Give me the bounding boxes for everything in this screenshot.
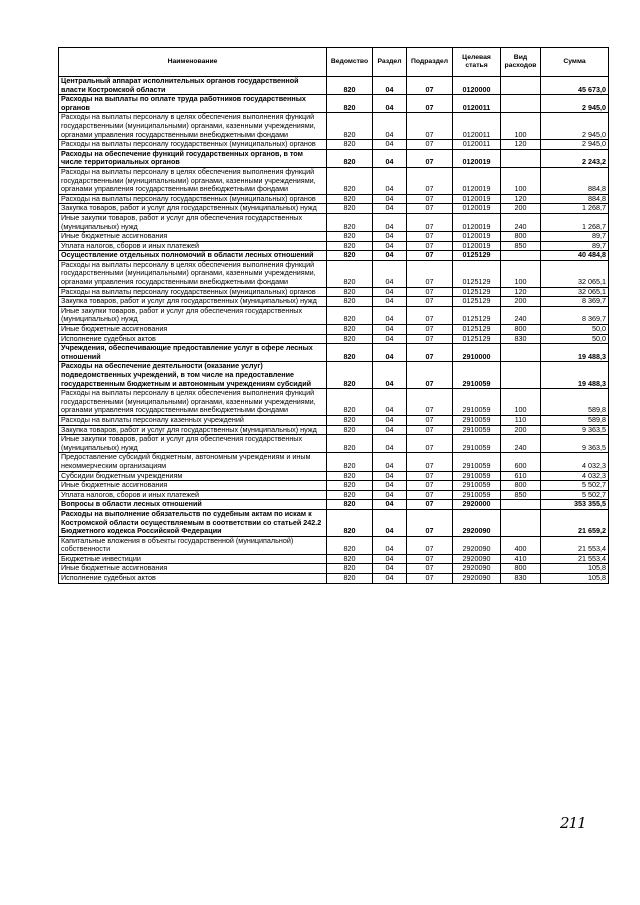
cell-razdel: 04 bbox=[373, 389, 407, 416]
cell-podrazdel: 07 bbox=[407, 149, 453, 167]
cell-tselevaya: 2910059 bbox=[453, 362, 501, 389]
cell-podrazdel: 07 bbox=[407, 490, 453, 500]
cell-vid bbox=[501, 251, 541, 261]
cell-name: Расходы на выплаты по оплате труда работников государственных органов bbox=[59, 95, 327, 113]
table-row bbox=[59, 344, 609, 362]
cell-podrazdel: 07 bbox=[407, 204, 453, 214]
cell-razdel: 04 bbox=[373, 287, 407, 297]
cell-podrazdel: 07 bbox=[407, 113, 453, 140]
cell-vid: 850 bbox=[501, 490, 541, 500]
cell-name: Расходы на выплаты персоналу государственных (муниципальных) органов bbox=[59, 194, 327, 204]
cell-summa: 21 553,4 bbox=[541, 536, 609, 554]
table-row bbox=[59, 251, 609, 261]
cell-razdel: 04 bbox=[373, 536, 407, 554]
cell-summa: 89,7 bbox=[541, 232, 609, 242]
cell-summa: 50,0 bbox=[541, 334, 609, 344]
cell-summa: 32 065,1 bbox=[541, 287, 609, 297]
cell-name: Закупка товаров, работ и услуг для государственных (муниципальных) нужд bbox=[59, 297, 327, 307]
header-tselevaya: Целевая статья bbox=[453, 48, 501, 77]
cell-name: Учреждения, обеспечивающие предоставление услуг в сфере лесных отношений bbox=[59, 344, 327, 362]
cell-podrazdel: 07 bbox=[407, 140, 453, 150]
cell-summa: 8 369,7 bbox=[541, 306, 609, 324]
cell-razdel: 04 bbox=[373, 453, 407, 471]
cell-vid: 100 bbox=[501, 167, 541, 194]
cell-name: Бюджетные инвестиции bbox=[59, 554, 327, 564]
cell-name: Иные бюджетные ассигнования bbox=[59, 232, 327, 242]
header-summa: Сумма bbox=[541, 48, 609, 77]
cell-razdel: 04 bbox=[373, 140, 407, 150]
cell-name: Иные закупки товаров, работ и услуг для обеспечения государственных (муниципальных) нужд bbox=[59, 306, 327, 324]
cell-name: Капитальные вложения в объекты государственной (муниципальной) собственности bbox=[59, 536, 327, 554]
cell-tselevaya: 0125129 bbox=[453, 297, 501, 307]
cell-summa: 8 369,7 bbox=[541, 297, 609, 307]
cell-summa: 589,8 bbox=[541, 389, 609, 416]
cell-summa: 105,8 bbox=[541, 564, 609, 574]
cell-vid: 400 bbox=[501, 536, 541, 554]
cell-name: Закупка товаров, работ и услуг для государственных (муниципальных) нужд bbox=[59, 425, 327, 435]
cell-name: Предоставление субсидий бюджетным, автономным учреждениям и иным некоммерческим организациям bbox=[59, 453, 327, 471]
cell-vid: 200 bbox=[501, 204, 541, 214]
table-header-row bbox=[59, 48, 609, 77]
cell-podrazdel: 07 bbox=[407, 344, 453, 362]
cell-summa: 50,0 bbox=[541, 325, 609, 335]
cell-razdel: 04 bbox=[373, 306, 407, 324]
cell-summa: 2 945,0 bbox=[541, 140, 609, 150]
cell-summa: 1 268,7 bbox=[541, 213, 609, 231]
cell-summa: 2 243,2 bbox=[541, 149, 609, 167]
cell-vedomstvo: 820 bbox=[327, 334, 373, 344]
table-row bbox=[59, 415, 609, 425]
cell-vedomstvo: 820 bbox=[327, 213, 373, 231]
header-podrazdel: Подраздел bbox=[407, 48, 453, 77]
cell-razdel: 04 bbox=[373, 297, 407, 307]
cell-tselevaya: 2910000 bbox=[453, 344, 501, 362]
cell-vid bbox=[501, 500, 541, 510]
cell-razdel: 04 bbox=[373, 435, 407, 453]
cell-tselevaya: 2920090 bbox=[453, 509, 501, 536]
header-name: Наименование bbox=[59, 48, 327, 77]
cell-tselevaya: 0125129 bbox=[453, 287, 501, 297]
cell-tselevaya: 0125129 bbox=[453, 251, 501, 261]
cell-razdel: 04 bbox=[373, 194, 407, 204]
cell-vedomstvo: 820 bbox=[327, 362, 373, 389]
cell-tselevaya: 0120011 bbox=[453, 140, 501, 150]
cell-tselevaya: 0120019 bbox=[453, 167, 501, 194]
cell-vid: 600 bbox=[501, 453, 541, 471]
cell-name: Иные бюджетные ассигнования bbox=[59, 325, 327, 335]
header-vedomstvo: Ведомство bbox=[327, 48, 373, 77]
table-row bbox=[59, 453, 609, 471]
cell-podrazdel: 07 bbox=[407, 536, 453, 554]
cell-razdel: 04 bbox=[373, 564, 407, 574]
cell-tselevaya: 0120019 bbox=[453, 241, 501, 251]
cell-vid: 240 bbox=[501, 306, 541, 324]
cell-vedomstvo: 820 bbox=[327, 453, 373, 471]
table-row bbox=[59, 297, 609, 307]
table-body bbox=[59, 77, 609, 584]
cell-vedomstvo: 820 bbox=[327, 232, 373, 242]
table-row bbox=[59, 194, 609, 204]
cell-razdel: 04 bbox=[373, 554, 407, 564]
cell-razdel: 04 bbox=[373, 77, 407, 95]
cell-razdel: 04 bbox=[373, 232, 407, 242]
cell-vid: 830 bbox=[501, 334, 541, 344]
cell-vedomstvo: 820 bbox=[327, 149, 373, 167]
cell-podrazdel: 07 bbox=[407, 334, 453, 344]
cell-vedomstvo: 820 bbox=[327, 481, 373, 491]
cell-podrazdel: 07 bbox=[407, 213, 453, 231]
table-row bbox=[59, 149, 609, 167]
cell-vedomstvo: 820 bbox=[327, 241, 373, 251]
cell-vid bbox=[501, 362, 541, 389]
cell-summa: 353 355,5 bbox=[541, 500, 609, 510]
table-row bbox=[59, 232, 609, 242]
table-row bbox=[59, 554, 609, 564]
cell-tselevaya: 2920090 bbox=[453, 574, 501, 584]
cell-summa: 21 553,4 bbox=[541, 554, 609, 564]
cell-summa: 4 032,3 bbox=[541, 471, 609, 481]
cell-vid: 610 bbox=[501, 471, 541, 481]
cell-podrazdel: 07 bbox=[407, 425, 453, 435]
cell-summa: 884,8 bbox=[541, 167, 609, 194]
table-row bbox=[59, 306, 609, 324]
cell-name: Иные бюджетные ассигнования bbox=[59, 481, 327, 491]
cell-podrazdel: 07 bbox=[407, 564, 453, 574]
cell-name: Иные закупки товаров, работ и услуг для обеспечения государственных (муниципальных) нужд bbox=[59, 213, 327, 231]
cell-name: Осуществление отдельных полномочий в области лесных отношений bbox=[59, 251, 327, 261]
table-row bbox=[59, 287, 609, 297]
cell-razdel: 04 bbox=[373, 471, 407, 481]
cell-vedomstvo: 820 bbox=[327, 325, 373, 335]
cell-podrazdel: 07 bbox=[407, 306, 453, 324]
cell-razdel: 04 bbox=[373, 362, 407, 389]
cell-podrazdel: 07 bbox=[407, 95, 453, 113]
cell-summa: 4 032,3 bbox=[541, 453, 609, 471]
cell-vid: 100 bbox=[501, 113, 541, 140]
cell-podrazdel: 07 bbox=[407, 194, 453, 204]
cell-vedomstvo: 820 bbox=[327, 490, 373, 500]
cell-razdel: 04 bbox=[373, 113, 407, 140]
cell-vid: 800 bbox=[501, 232, 541, 242]
cell-vedomstvo: 820 bbox=[327, 389, 373, 416]
table-row bbox=[59, 260, 609, 287]
table-row bbox=[59, 167, 609, 194]
cell-summa: 9 363,5 bbox=[541, 425, 609, 435]
budget-table-page bbox=[58, 47, 608, 584]
header-razdel: Раздел bbox=[373, 48, 407, 77]
table-row bbox=[59, 471, 609, 481]
cell-vedomstvo: 820 bbox=[327, 77, 373, 95]
cell-razdel: 04 bbox=[373, 490, 407, 500]
cell-podrazdel: 07 bbox=[407, 287, 453, 297]
cell-name: Расходы на выплаты персоналу государственных (муниципальных) органов bbox=[59, 140, 327, 150]
cell-name: Иные закупки товаров, работ и услуг для обеспечения государственных (муниципальных) нужд bbox=[59, 435, 327, 453]
cell-podrazdel: 07 bbox=[407, 260, 453, 287]
cell-vedomstvo: 820 bbox=[327, 564, 373, 574]
cell-podrazdel: 07 bbox=[407, 297, 453, 307]
cell-vedomstvo: 820 bbox=[327, 415, 373, 425]
cell-podrazdel: 07 bbox=[407, 574, 453, 584]
cell-summa: 40 484,8 bbox=[541, 251, 609, 261]
cell-podrazdel: 07 bbox=[407, 325, 453, 335]
cell-summa: 32 065,1 bbox=[541, 260, 609, 287]
cell-tselevaya: 2910059 bbox=[453, 415, 501, 425]
cell-vedomstvo: 820 bbox=[327, 344, 373, 362]
cell-razdel: 04 bbox=[373, 251, 407, 261]
cell-vedomstvo: 820 bbox=[327, 260, 373, 287]
cell-podrazdel: 07 bbox=[407, 232, 453, 242]
cell-vedomstvo: 820 bbox=[327, 425, 373, 435]
cell-vid bbox=[501, 77, 541, 95]
cell-podrazdel: 07 bbox=[407, 77, 453, 95]
cell-name: Вопросы в области лесных отношений bbox=[59, 500, 327, 510]
cell-vedomstvo: 820 bbox=[327, 167, 373, 194]
cell-podrazdel: 07 bbox=[407, 500, 453, 510]
cell-razdel: 04 bbox=[373, 481, 407, 491]
cell-summa: 21 659,2 bbox=[541, 509, 609, 536]
table-row bbox=[59, 509, 609, 536]
cell-vid bbox=[501, 509, 541, 536]
cell-vedomstvo: 820 bbox=[327, 251, 373, 261]
cell-tselevaya: 0120019 bbox=[453, 149, 501, 167]
cell-vedomstvo: 820 bbox=[327, 574, 373, 584]
cell-summa: 9 363,5 bbox=[541, 435, 609, 453]
table-row bbox=[59, 140, 609, 150]
cell-razdel: 04 bbox=[373, 334, 407, 344]
cell-tselevaya: 0125129 bbox=[453, 334, 501, 344]
cell-razdel: 04 bbox=[373, 500, 407, 510]
cell-vid: 240 bbox=[501, 213, 541, 231]
page-number: 211 bbox=[560, 814, 586, 832]
table-row bbox=[59, 435, 609, 453]
cell-razdel: 04 bbox=[373, 213, 407, 231]
cell-tselevaya: 2910059 bbox=[453, 389, 501, 416]
cell-summa: 89,7 bbox=[541, 241, 609, 251]
cell-podrazdel: 07 bbox=[407, 453, 453, 471]
cell-vedomstvo: 820 bbox=[327, 500, 373, 510]
cell-tselevaya: 2920000 bbox=[453, 500, 501, 510]
cell-vid: 410 bbox=[501, 554, 541, 564]
cell-vedomstvo: 820 bbox=[327, 113, 373, 140]
cell-tselevaya: 0125129 bbox=[453, 325, 501, 335]
cell-name: Исполнение судебных актов bbox=[59, 574, 327, 584]
cell-razdel: 04 bbox=[373, 149, 407, 167]
cell-razdel: 04 bbox=[373, 344, 407, 362]
cell-razdel: 04 bbox=[373, 95, 407, 113]
cell-name: Уплата налогов, сборов и иных платежей bbox=[59, 241, 327, 251]
table-row bbox=[59, 536, 609, 554]
cell-summa: 5 502,7 bbox=[541, 481, 609, 491]
cell-vid: 830 bbox=[501, 574, 541, 584]
cell-vid: 120 bbox=[501, 140, 541, 150]
cell-name: Исполнение судебных актов bbox=[59, 334, 327, 344]
cell-vid: 100 bbox=[501, 260, 541, 287]
cell-tselevaya: 2910059 bbox=[453, 490, 501, 500]
cell-vid: 800 bbox=[501, 564, 541, 574]
cell-tselevaya: 2910059 bbox=[453, 471, 501, 481]
cell-name: Уплата налогов, сборов и иных платежей bbox=[59, 490, 327, 500]
cell-tselevaya: 2920090 bbox=[453, 554, 501, 564]
cell-tselevaya: 0125129 bbox=[453, 260, 501, 287]
cell-vedomstvo: 820 bbox=[327, 194, 373, 204]
cell-name: Расходы на выплаты персоналу в целях обеспечения выполнения функций государственными (муниципальными) органами, казенными учреждениями, органами управления государственными внебюджетными фондами bbox=[59, 167, 327, 194]
cell-vedomstvo: 820 bbox=[327, 287, 373, 297]
cell-vedomstvo: 820 bbox=[327, 536, 373, 554]
cell-name: Закупка товаров, работ и услуг для государственных (муниципальных) нужд bbox=[59, 204, 327, 214]
cell-name: Субсидии бюджетным учреждениям bbox=[59, 471, 327, 481]
cell-razdel: 04 bbox=[373, 260, 407, 287]
cell-vid: 120 bbox=[501, 287, 541, 297]
cell-summa: 19 488,3 bbox=[541, 362, 609, 389]
cell-vid: 800 bbox=[501, 325, 541, 335]
cell-podrazdel: 07 bbox=[407, 471, 453, 481]
cell-podrazdel: 07 bbox=[407, 167, 453, 194]
cell-name: Расходы на выплаты персоналу в целях обеспечения выполнения функций государственными (муниципальными) органами, казенными учреждениями, органами управления государственными внебюджетными фондами bbox=[59, 389, 327, 416]
cell-vid bbox=[501, 95, 541, 113]
cell-tselevaya: 0120019 bbox=[453, 232, 501, 242]
cell-name: Центральный аппарат исполнительных органов государственной власти Костромской области bbox=[59, 77, 327, 95]
cell-razdel: 04 bbox=[373, 325, 407, 335]
cell-podrazdel: 07 bbox=[407, 415, 453, 425]
cell-name: Расходы на выполнение обязательств по судебным актам по искам к Костромской области осуществляемым в соответствии со статьей 242.2 Бюджетного кодекса Российской Федерации bbox=[59, 509, 327, 536]
cell-podrazdel: 07 bbox=[407, 509, 453, 536]
cell-podrazdel: 07 bbox=[407, 362, 453, 389]
cell-summa: 105,8 bbox=[541, 574, 609, 584]
cell-tselevaya: 0120019 bbox=[453, 213, 501, 231]
table-row bbox=[59, 204, 609, 214]
cell-vedomstvo: 820 bbox=[327, 554, 373, 564]
cell-podrazdel: 07 bbox=[407, 554, 453, 564]
cell-tselevaya: 2920090 bbox=[453, 564, 501, 574]
cell-podrazdel: 07 bbox=[407, 389, 453, 416]
cell-vid: 120 bbox=[501, 194, 541, 204]
cell-razdel: 04 bbox=[373, 509, 407, 536]
cell-razdel: 04 bbox=[373, 425, 407, 435]
cell-summa: 45 673,0 bbox=[541, 77, 609, 95]
table-row bbox=[59, 481, 609, 491]
cell-vid: 800 bbox=[501, 481, 541, 491]
cell-razdel: 04 bbox=[373, 241, 407, 251]
cell-podrazdel: 07 bbox=[407, 251, 453, 261]
cell-tselevaya: 0120011 bbox=[453, 95, 501, 113]
table-row bbox=[59, 574, 609, 584]
table-row bbox=[59, 325, 609, 335]
table-row bbox=[59, 362, 609, 389]
cell-name: Расходы на обеспечение функций государственных органов, в том числе территориальных органов bbox=[59, 149, 327, 167]
table-row bbox=[59, 95, 609, 113]
cell-vid: 240 bbox=[501, 435, 541, 453]
cell-vid: 100 bbox=[501, 389, 541, 416]
cell-podrazdel: 07 bbox=[407, 481, 453, 491]
cell-tselevaya: 0120019 bbox=[453, 204, 501, 214]
table-row bbox=[59, 389, 609, 416]
table-row bbox=[59, 241, 609, 251]
cell-razdel: 04 bbox=[373, 415, 407, 425]
cell-summa: 884,8 bbox=[541, 194, 609, 204]
table-row bbox=[59, 490, 609, 500]
cell-vid: 850 bbox=[501, 241, 541, 251]
cell-summa: 19 488,3 bbox=[541, 344, 609, 362]
cell-vedomstvo: 820 bbox=[327, 471, 373, 481]
cell-vid: 110 bbox=[501, 415, 541, 425]
table-row bbox=[59, 213, 609, 231]
cell-vid bbox=[501, 149, 541, 167]
cell-podrazdel: 07 bbox=[407, 435, 453, 453]
cell-tselevaya: 2910059 bbox=[453, 425, 501, 435]
table-row bbox=[59, 113, 609, 140]
cell-razdel: 04 bbox=[373, 167, 407, 194]
cell-vedomstvo: 820 bbox=[327, 509, 373, 536]
cell-summa: 5 502,7 bbox=[541, 490, 609, 500]
cell-name: Расходы на выплаты персоналу в целях обеспечения выполнения функций государственными (муниципальными) органами, казенными учреждениями, органами управления государственными внебюджетными фондами bbox=[59, 260, 327, 287]
cell-tselevaya: 2920090 bbox=[453, 536, 501, 554]
table-row bbox=[59, 77, 609, 95]
cell-summa: 1 268,7 bbox=[541, 204, 609, 214]
cell-tselevaya: 2910059 bbox=[453, 481, 501, 491]
cell-razdel: 04 bbox=[373, 204, 407, 214]
cell-vid: 200 bbox=[501, 425, 541, 435]
cell-vedomstvo: 820 bbox=[327, 95, 373, 113]
cell-vid: 200 bbox=[501, 297, 541, 307]
cell-name: Расходы на выплаты персоналу в целях обеспечения выполнения функций государственными (муниципальными) органами, казенными учреждениями, органами управления государственными внебюджетными фондами bbox=[59, 113, 327, 140]
cell-vedomstvo: 820 bbox=[327, 140, 373, 150]
cell-tselevaya: 0125129 bbox=[453, 306, 501, 324]
cell-summa: 589,8 bbox=[541, 415, 609, 425]
cell-name: Расходы на выплаты персоналу казенных учреждений bbox=[59, 415, 327, 425]
cell-vid bbox=[501, 344, 541, 362]
table-row bbox=[59, 425, 609, 435]
cell-podrazdel: 07 bbox=[407, 241, 453, 251]
cell-name: Иные бюджетные ассигнования bbox=[59, 564, 327, 574]
cell-vedomstvo: 820 bbox=[327, 204, 373, 214]
cell-tselevaya: 0120019 bbox=[453, 194, 501, 204]
cell-tselevaya: 0120011 bbox=[453, 113, 501, 140]
cell-name: Расходы на выплаты персоналу государственных (муниципальных) органов bbox=[59, 287, 327, 297]
cell-vedomstvo: 820 bbox=[327, 306, 373, 324]
table-row bbox=[59, 500, 609, 510]
cell-tselevaya: 0120000 bbox=[453, 77, 501, 95]
cell-summa: 2 945,0 bbox=[541, 95, 609, 113]
table-row bbox=[59, 334, 609, 344]
cell-tselevaya: 2910059 bbox=[453, 435, 501, 453]
cell-summa: 2 945,0 bbox=[541, 113, 609, 140]
cell-vedomstvo: 820 bbox=[327, 297, 373, 307]
cell-vedomstvo: 820 bbox=[327, 435, 373, 453]
cell-tselevaya: 2910059 bbox=[453, 453, 501, 471]
header-vid: Вид расходов bbox=[501, 48, 541, 77]
cell-razdel: 04 bbox=[373, 574, 407, 584]
budget-table bbox=[58, 47, 609, 584]
table-row bbox=[59, 564, 609, 574]
cell-name: Расходы на обеспечение деятельности (оказание услуг) подведомственных учреждений, в том числе на предоставление государственным бюджетным и автономным учреждениям субсидий bbox=[59, 362, 327, 389]
